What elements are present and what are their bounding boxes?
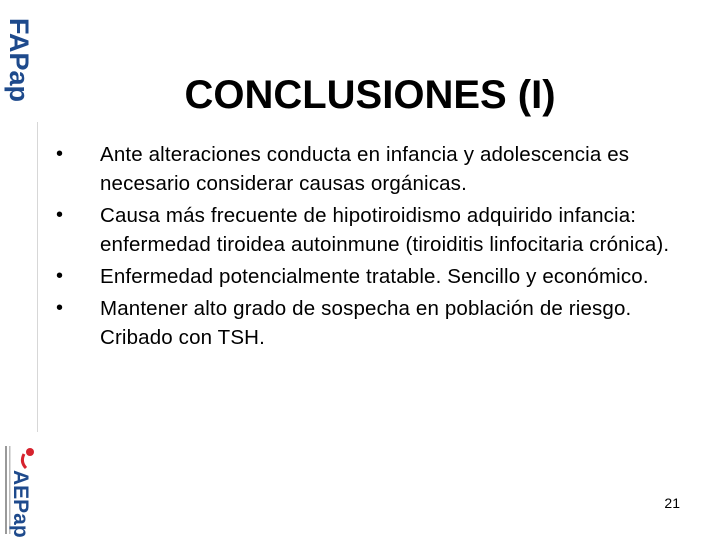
bullet-icon: •	[56, 204, 64, 226]
bullet-text: Ante alteraciones conducta en infancia y adolescencia es necesario considerar causas orgánicas.	[100, 143, 630, 195]
bullet-item	[52, 140, 672, 198]
fapap-logo	[2, 14, 36, 114]
aepap-logo-caption	[5, 446, 7, 534]
bullet-icon: •	[56, 297, 64, 319]
bullet-text: Enfermedad potencialmente tratable. Sencillo y económico.	[100, 265, 649, 288]
aepap-logo-dot	[26, 448, 34, 456]
bullet-text: Causa más frecuente de hipotiroidismo adquirido infancia: enfermedad tiroidea autoinmune (tiroiditis linfocitaria crónica).	[100, 204, 670, 256]
bullet-list	[52, 140, 672, 355]
aepap-logo-swoosh	[22, 454, 26, 468]
fapap-logo-text: FAPap	[4, 18, 34, 103]
aepap-logo-text: AEPap	[9, 470, 32, 538]
aepap-logo	[0, 440, 38, 540]
slide-title: CONCLUSIONES (I)	[184, 72, 556, 117]
bullet-item	[52, 262, 672, 291]
brand-sidebar	[0, 0, 38, 540]
sidebar-divider	[37, 122, 38, 432]
page-number: 21	[664, 495, 680, 511]
bullet-icon: •	[56, 265, 64, 287]
bullet-icon: •	[56, 143, 64, 165]
bullet-text: Mantener alto grado de sospecha en población de riesgo. Cribado con TSH.	[100, 297, 632, 349]
bullet-item	[52, 201, 672, 259]
bullet-item	[52, 294, 672, 352]
